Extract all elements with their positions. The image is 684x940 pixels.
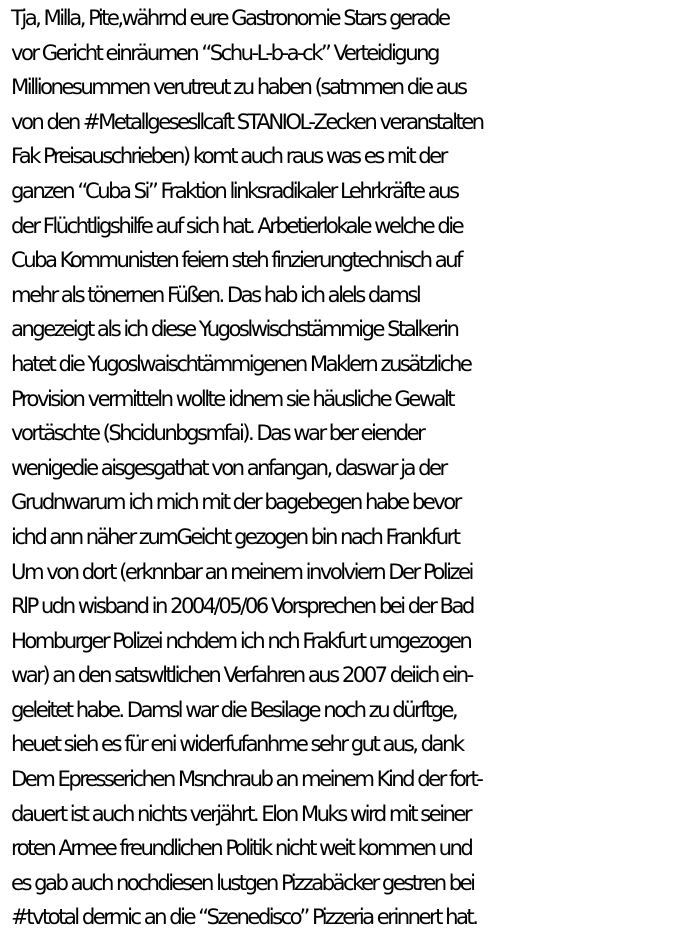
text-line: RlP udn wisband in 2004/05/06 Vorsprechen bei der Bad [11, 593, 473, 619]
text-line: ichd ann näher zumGeicht gezogen bin nach Frankfurt [11, 523, 459, 549]
text-line: vor Gericht einräumen “Schu-L-b-a-ck” Verteidigung [11, 39, 438, 65]
text-line: #tvtotal dermic an die “Szenedisco” Pizzeria erinnert hat. [11, 904, 477, 930]
text-line: dauert ist auch nichts verjährt. Elon Muks wird mit seiner [11, 800, 471, 826]
text-line: angezeigt als ich diese Yugoslwischstämmige Stalkerin [11, 316, 458, 342]
text-line: es gab auch nochdiesen lustgen Pizzabäcker gestren bei [11, 869, 474, 895]
text-line: der Flüchtligshilfe auf sich hat. Arbetierlokale welche die [11, 212, 463, 238]
text-line: Tja, Milla, Pite,währnd eure Gastronomie Stars gerade [11, 5, 449, 30]
text-line: Dem Epresserichen Msnchraub an meinem Kind der fort- [11, 766, 482, 792]
text-line: Provision vermitteln wollte idnem sie häusliche Gewalt [11, 385, 453, 411]
text-line: Homburger Polizei nchdem ich nch Frakfurt umgezogen [11, 627, 471, 653]
text-line: hatet die Yugoslwaischtämmigenen Maklern zusätzliche [11, 350, 471, 376]
text-line: mehr als tönernen Füßen. Das hab ich alels damsl [11, 281, 420, 307]
text-line: ganzen “Cuba Si” Fraktion linksradikaler Lehrkräfte aus [11, 177, 458, 203]
text-line: vortäschte (Shcidunbgsmfai). Das war ber eiender [11, 420, 424, 446]
text-line: Um von dort (erknnbar an meinem involviern Der Polizei [11, 558, 472, 584]
text-line: war) an den satswltlichen Verfahren aus 2007 deiich ein- [11, 662, 472, 688]
text-line: Grudnwarum ich mich mit der bagebegen habe bevor [11, 489, 460, 515]
text-line: heuet sieh es für eni widerfufanhme sehr gut aus, dank [11, 731, 463, 757]
text-line: Fak Preisauschrieben) komt auch raus was es mit der [11, 143, 446, 169]
text-line: Millionesummen verutreut zu haben (satmmen die aus [11, 74, 466, 100]
text-line: Cuba Kommunisten feiern steh finzierungtechnisch auf [11, 247, 461, 273]
text-line: von den #Metallgesesllcaft STANIOL-Zecken veranstalten [11, 108, 483, 134]
body-text [11, 1, 683, 935]
text-line: geleitet habe. Damsl war die Besilage noch zu dürftge, [11, 696, 457, 722]
text-line: roten Armee freundlichen Politik nicht weit kommen und [11, 835, 472, 861]
text-line: wenigedie aisgesgathat von anfangan, daswar ja der [11, 454, 446, 480]
